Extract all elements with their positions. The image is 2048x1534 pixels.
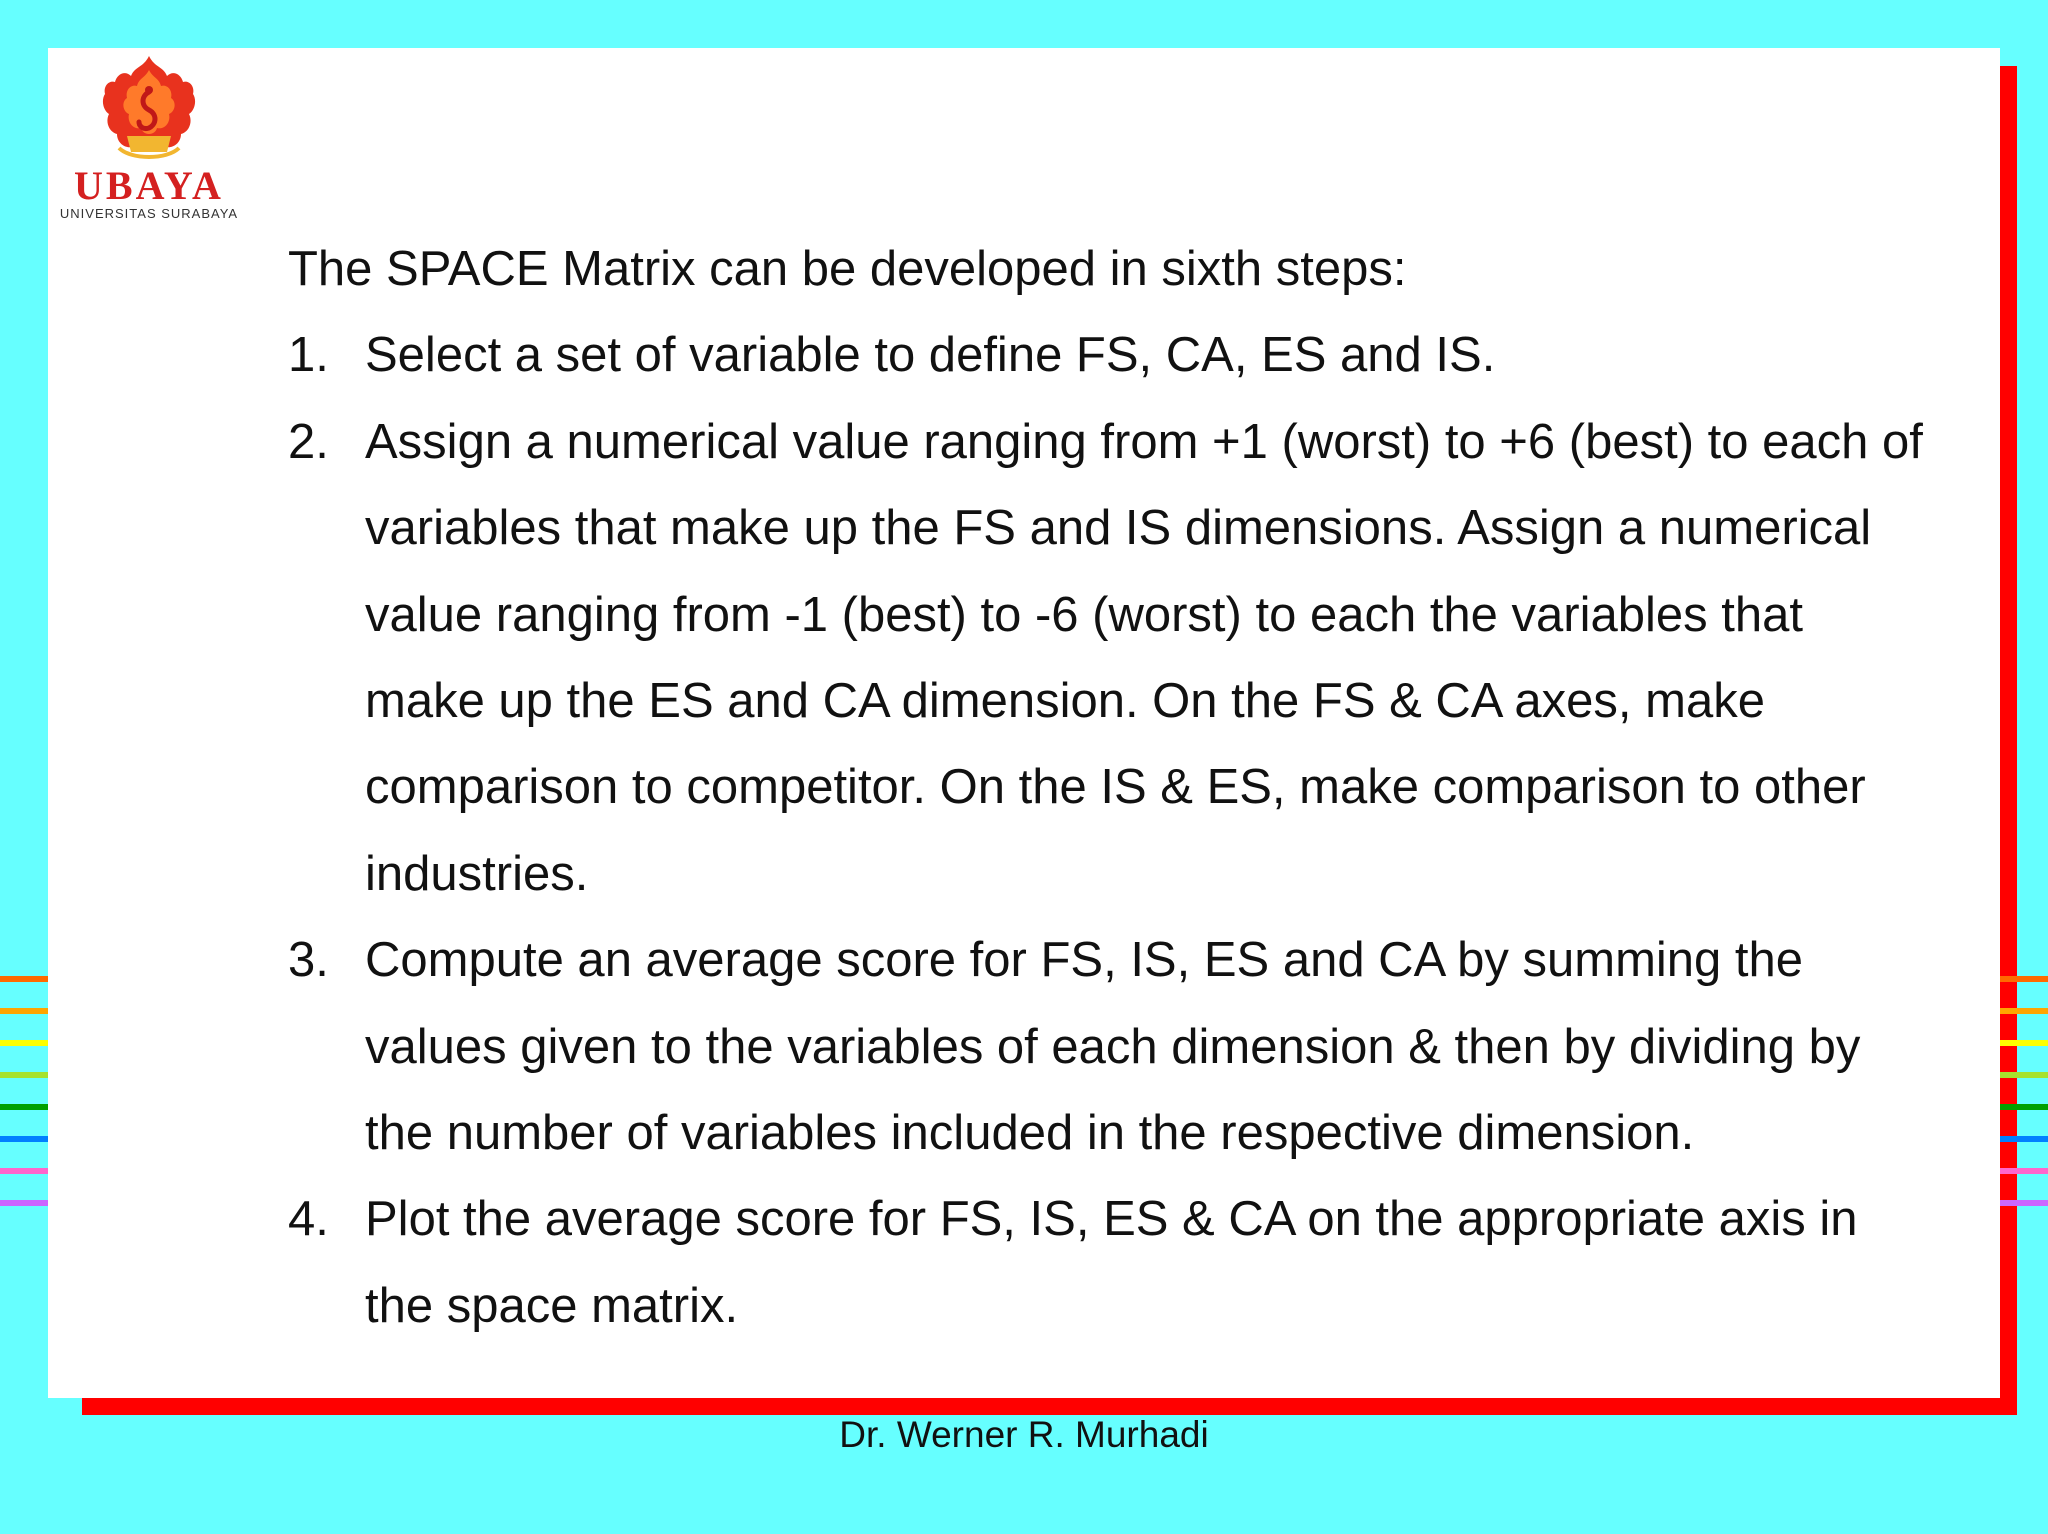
- crest-icon: [97, 52, 201, 164]
- stripe: [2000, 976, 2048, 982]
- stripe: [2000, 1136, 2048, 1142]
- stripe: [2000, 1200, 2048, 1206]
- stripe: [0, 1040, 48, 1046]
- left-stripe-decoration: [0, 976, 48, 1232]
- stripe: [0, 1072, 48, 1078]
- stripe: [2000, 1104, 2048, 1110]
- stripe: [0, 1136, 48, 1142]
- logo-subtitle: UNIVERSITAS SURABAYA: [59, 206, 239, 221]
- stripe: [2000, 1072, 2048, 1078]
- step-text: Select a set of variable to define FS, CA, ES and IS.: [365, 328, 1496, 383]
- stripe: [0, 1200, 48, 1206]
- stripe: [0, 1168, 48, 1174]
- list-item: [288, 399, 1928, 917]
- step-number: 2.: [288, 414, 329, 469]
- step-number: 1.: [288, 328, 329, 383]
- step-text: Plot the average score for FS, IS, ES & CA on the appropriate axis in the space matrix.: [365, 1192, 1858, 1333]
- step-number: 4.: [288, 1192, 329, 1247]
- logo-wordmark: UBAYA: [74, 163, 224, 208]
- stripe: [2000, 1008, 2048, 1014]
- list-item: [288, 1176, 1928, 1349]
- stripe: [0, 976, 48, 982]
- list-item: [288, 917, 1928, 1176]
- stripe: [0, 1104, 48, 1110]
- steps-list: [288, 312, 1928, 1349]
- step-number: 3.: [288, 933, 329, 988]
- list-item: [288, 312, 1928, 398]
- university-logo: [56, 52, 242, 222]
- stripe: [2000, 1168, 2048, 1174]
- slide-body: [288, 226, 1928, 1349]
- stripe: [2000, 1040, 2048, 1046]
- footer-author: Dr. Werner R. Murhadi: [839, 1414, 1209, 1455]
- step-text: Assign a numerical value ranging from +1 (worst) to +6 (best) to each of variables that make up the FS and IS dimensions. Assign a numerical value ranging from -1 (best) to -6 (worst) to each the variables that make up the ES and CA dimension. On the FS & CA axes, make comparison to competitor. On the IS & ES, make comparison to other industries.: [365, 414, 1923, 901]
- step-text: Compute an average score for FS, IS, ES and CA by summing the values given to the variables of each dimension & then by dividing by the number of variables included in the respective dimension.: [365, 933, 1861, 1161]
- intro-text: The SPACE Matrix can be developed in sixth steps:: [288, 242, 1407, 296]
- stripe: [0, 1008, 48, 1014]
- right-stripe-decoration: [2000, 976, 2048, 1232]
